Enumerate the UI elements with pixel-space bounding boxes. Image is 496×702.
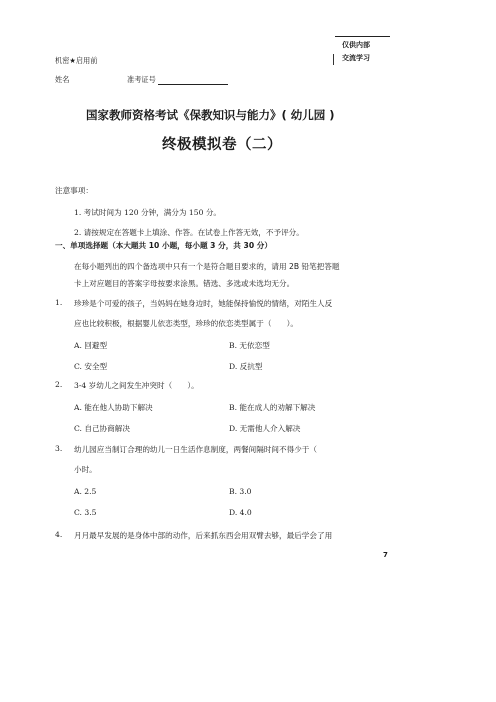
question-1-option-b: B. 无依恋型 [229,341,270,350]
internal-tag-line2: 交流学习 [342,54,370,62]
question-1-option-c: C. 安全型 [74,362,108,371]
tag-left-bar [333,54,334,65]
question-3-option-c: C. 3.5 [74,508,97,517]
notice-item-1: 1. 考试时间为 120 分钟，满分为 150 分。 [74,208,222,217]
question-2-option-a: A. 能在他人协助下解决 [74,403,153,412]
question-1-text-line1: 珍珍是个可爱的孩子，当妈妈在她身边时，她能保持愉悦的情绪，对陌生人反 [74,299,333,308]
question-3-text-line1: 幼儿园应当制订合理的幼儿一日生活作息制度，两餐间隔时间不得少于（ [74,445,317,454]
question-2-option-b: B. 能在成人的劝解下解决 [229,403,316,412]
exam-subtitle: 终极模拟卷（二） [162,137,282,153]
question-3-option-b: B. 3.0 [229,487,252,496]
exam-number-blank [158,76,228,85]
internal-tag-line1: 仅供内部 [342,41,370,49]
question-2-text-line1: 3-4 岁幼儿之间发生冲突时（ ）。 [74,381,199,390]
notice-heading: 注意事项： [55,186,93,195]
question-3-option-d: D. 4.0 [229,508,252,517]
question-number: 4. [55,530,63,539]
notice-item-2: 2. 请按规定在答题卡上填涂、作答。在试卷上作答无效，不予评分。 [74,228,304,237]
question-1-option-d: D. 反抗型 [229,362,263,371]
question-1-option-a: A. 回避型 [74,341,108,350]
question-1-text-line2: 应也比较积极，根据婴儿依恋类型，珍珍的依恋类型属于（ ）。 [74,319,299,328]
question-2-option-d: D. 无需他人介入解决 [229,424,301,433]
tag-top-rule [335,36,390,37]
question-number: 1. [55,298,63,307]
question-number: 3. [55,444,63,453]
page-number: 7 [383,551,388,559]
question-3-text-line2: 小时。 [74,465,97,474]
question-number: 2. [55,380,63,389]
section-heading: 一、单项选择题（本大题共 10 小题，每小题 3 分，共 30 分） [55,241,272,250]
exam-number-label: 准考证号 [127,75,156,84]
exam-number-field [127,75,228,85]
question-3-option-a: A. 2.5 [74,487,97,496]
secret-mark: 机密★启用前 [55,56,98,65]
exam-title: 国家教师资格考试《保教知识与能力》( 幼儿园 ) [86,108,335,122]
question-4-text-line1: 月月最早发展的是身体中部的动作，后来抓东西会用双臂去够，最后学会了用 [74,531,333,540]
section-instruction-line2: 卡上对应题目的答案字母按要求涂黑。错选、多选或未选均无分。 [74,279,295,288]
section-instruction-line1: 在每小题列出的四个备选项中只有一个是符合题目要求的，请用 2B 铅笔把答题 [74,262,340,271]
question-2-option-c: C. 自己协商解决 [74,424,130,433]
name-label: 姓名 [55,75,70,84]
